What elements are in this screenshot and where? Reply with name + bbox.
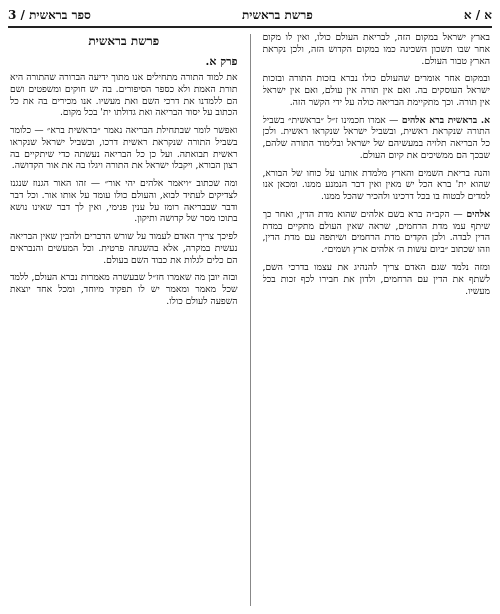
parsha-title: פרשת בראשית — [241, 7, 313, 22]
commentary-lead: אלהים — [466, 208, 490, 220]
header-rule — [8, 26, 492, 28]
text-columns — [10, 32, 490, 608]
book-page-number: ספר בראשית / 3 — [8, 7, 91, 22]
section-title: פרשת בראשית — [88, 34, 160, 48]
commentary-paragraph — [263, 115, 491, 162]
page-header — [8, 6, 492, 24]
paragraph: והנה בריאת השמים והארץ מלמדת אותנו על כוחו של הבורא, שהוא ית' ברא הכל יש מאין ואין דבר הנמנע ממנו. ומכאן אנו למדים לבטוח בו בכל דרכינו ולהכיר שהכל ממנו. — [262, 167, 490, 203]
left-column — [263, 32, 491, 608]
paragraph: בארץ ישראל במקום הזה, לבריאת העולם כולו, ואין לו מקום אחר שבו תשכון השכינה כמו במקום הקדוש הזה, ולכן נקראת הארץ טבור העולם. — [262, 32, 490, 67]
paragraph: ומה שכתוב ״ויאמר אלהים יהי אור״ — זהו האור הגנוז שנגנז לצדיקים לעתיד לבוא, והעולם כולו עומד על אותו אור. וכל דבר ודבר שבבריאה רומז על ענין פנימי, ואין לך דבר שאינו נושא בתוכו מסר של קדושה ותיקון. — [10, 178, 238, 225]
paragraph: ואפשר לומר שבתחילת הבריאה נאמר ״בראשית ברא״ — כלומר בשביל התורה שנקראת ראשית דרכו, ובשביל ישראל שנקראו ראשית תבואתה. ועל כן כל הבריאה נעשתה כדי שיתקיים בה רצון הבורא, ויקבלו ישראל את התורה ויגלו בה את אור הקדושה. — [10, 125, 238, 172]
paragraph: ומזה נלמד שגם האדם צריך להנהיג את עצמו בדרכי השם, לשתף את הדין עם הרחמים, ולדון את חבירו לכף זכות בכל מעשיו. — [262, 262, 490, 297]
chapter-heading: פרק א. — [205, 55, 238, 68]
commentary-text: — הקב״ה ברא בשם אלהים שהוא מדת הדין, ואחר כך שיתף עמו מדת הרחמים, שראה שאין העולם מתקיים במדת הדין לבדה. ולכן הקדים מדת הרחמים ושיתפה עם מדת הדין, וזהו שכתוב ״ביום עשות ה׳ אלהים ארץ ושמים״. — [262, 208, 490, 256]
paragraph: ובזה יובן מה שאמרו חז״ל שבעשרה מאמרות נברא העולם, ללמד שכל מאמר ומאמר יש לו תפקיד מיוחד, ומכל אחד יוצאת השפעה לעולם כולו. — [10, 272, 238, 308]
commentary-text: — אמרו חכמינו ז״ל ״בראשית״ בשביל התורה שנקראת ראשית, ובשביל ישראל שנקראו ראשית. ולכן כל הבריאה תלויה במעשיהם של ישראל ובלימוד התורה שלהם, שבכך הם ממשיכים את קיום העולם. — [262, 114, 490, 161]
column-divider — [250, 34, 251, 606]
commentary-lead: א. בראשית ברא אלהים — [401, 114, 490, 126]
paragraph: את למוד התורה מתחילים אנו מתוך ידיעה הברורה שהתורה היא תורת האמת ולא כספר הסיפורים. בה יש חוקים ומשפטים ושם הם ללמדנו את דרכי השם ואת מעשיו. אנו מכירים בה את כל הכתוב על יסוד הבריאה ואת גדולתו ית' בכל מקום. — [10, 72, 238, 119]
paragraph: לפיכך צריך האדם לעמוד על שורש הדברים ולהבין שאין הבריאה נעשית במקרה, אלא בהשגחה פרטית. וכל המעשים והנבראים הם כלים לגלות את כבוד השם בעולם. — [10, 231, 238, 266]
right-column — [10, 32, 238, 608]
paragraph: ובמקום אחר אומרים שהעולם כולו נברא בזכות התורה ובזכות ישראל העוסקים בה. ואם אין תורה אין עולם, ואם אין ישראל אין תורה. וכך מתקיימת הבריאה כולה על ידי הקשר הזה. — [262, 73, 490, 108]
chapter-verse-label: א / א — [463, 7, 492, 22]
commentary-paragraph — [263, 209, 491, 256]
